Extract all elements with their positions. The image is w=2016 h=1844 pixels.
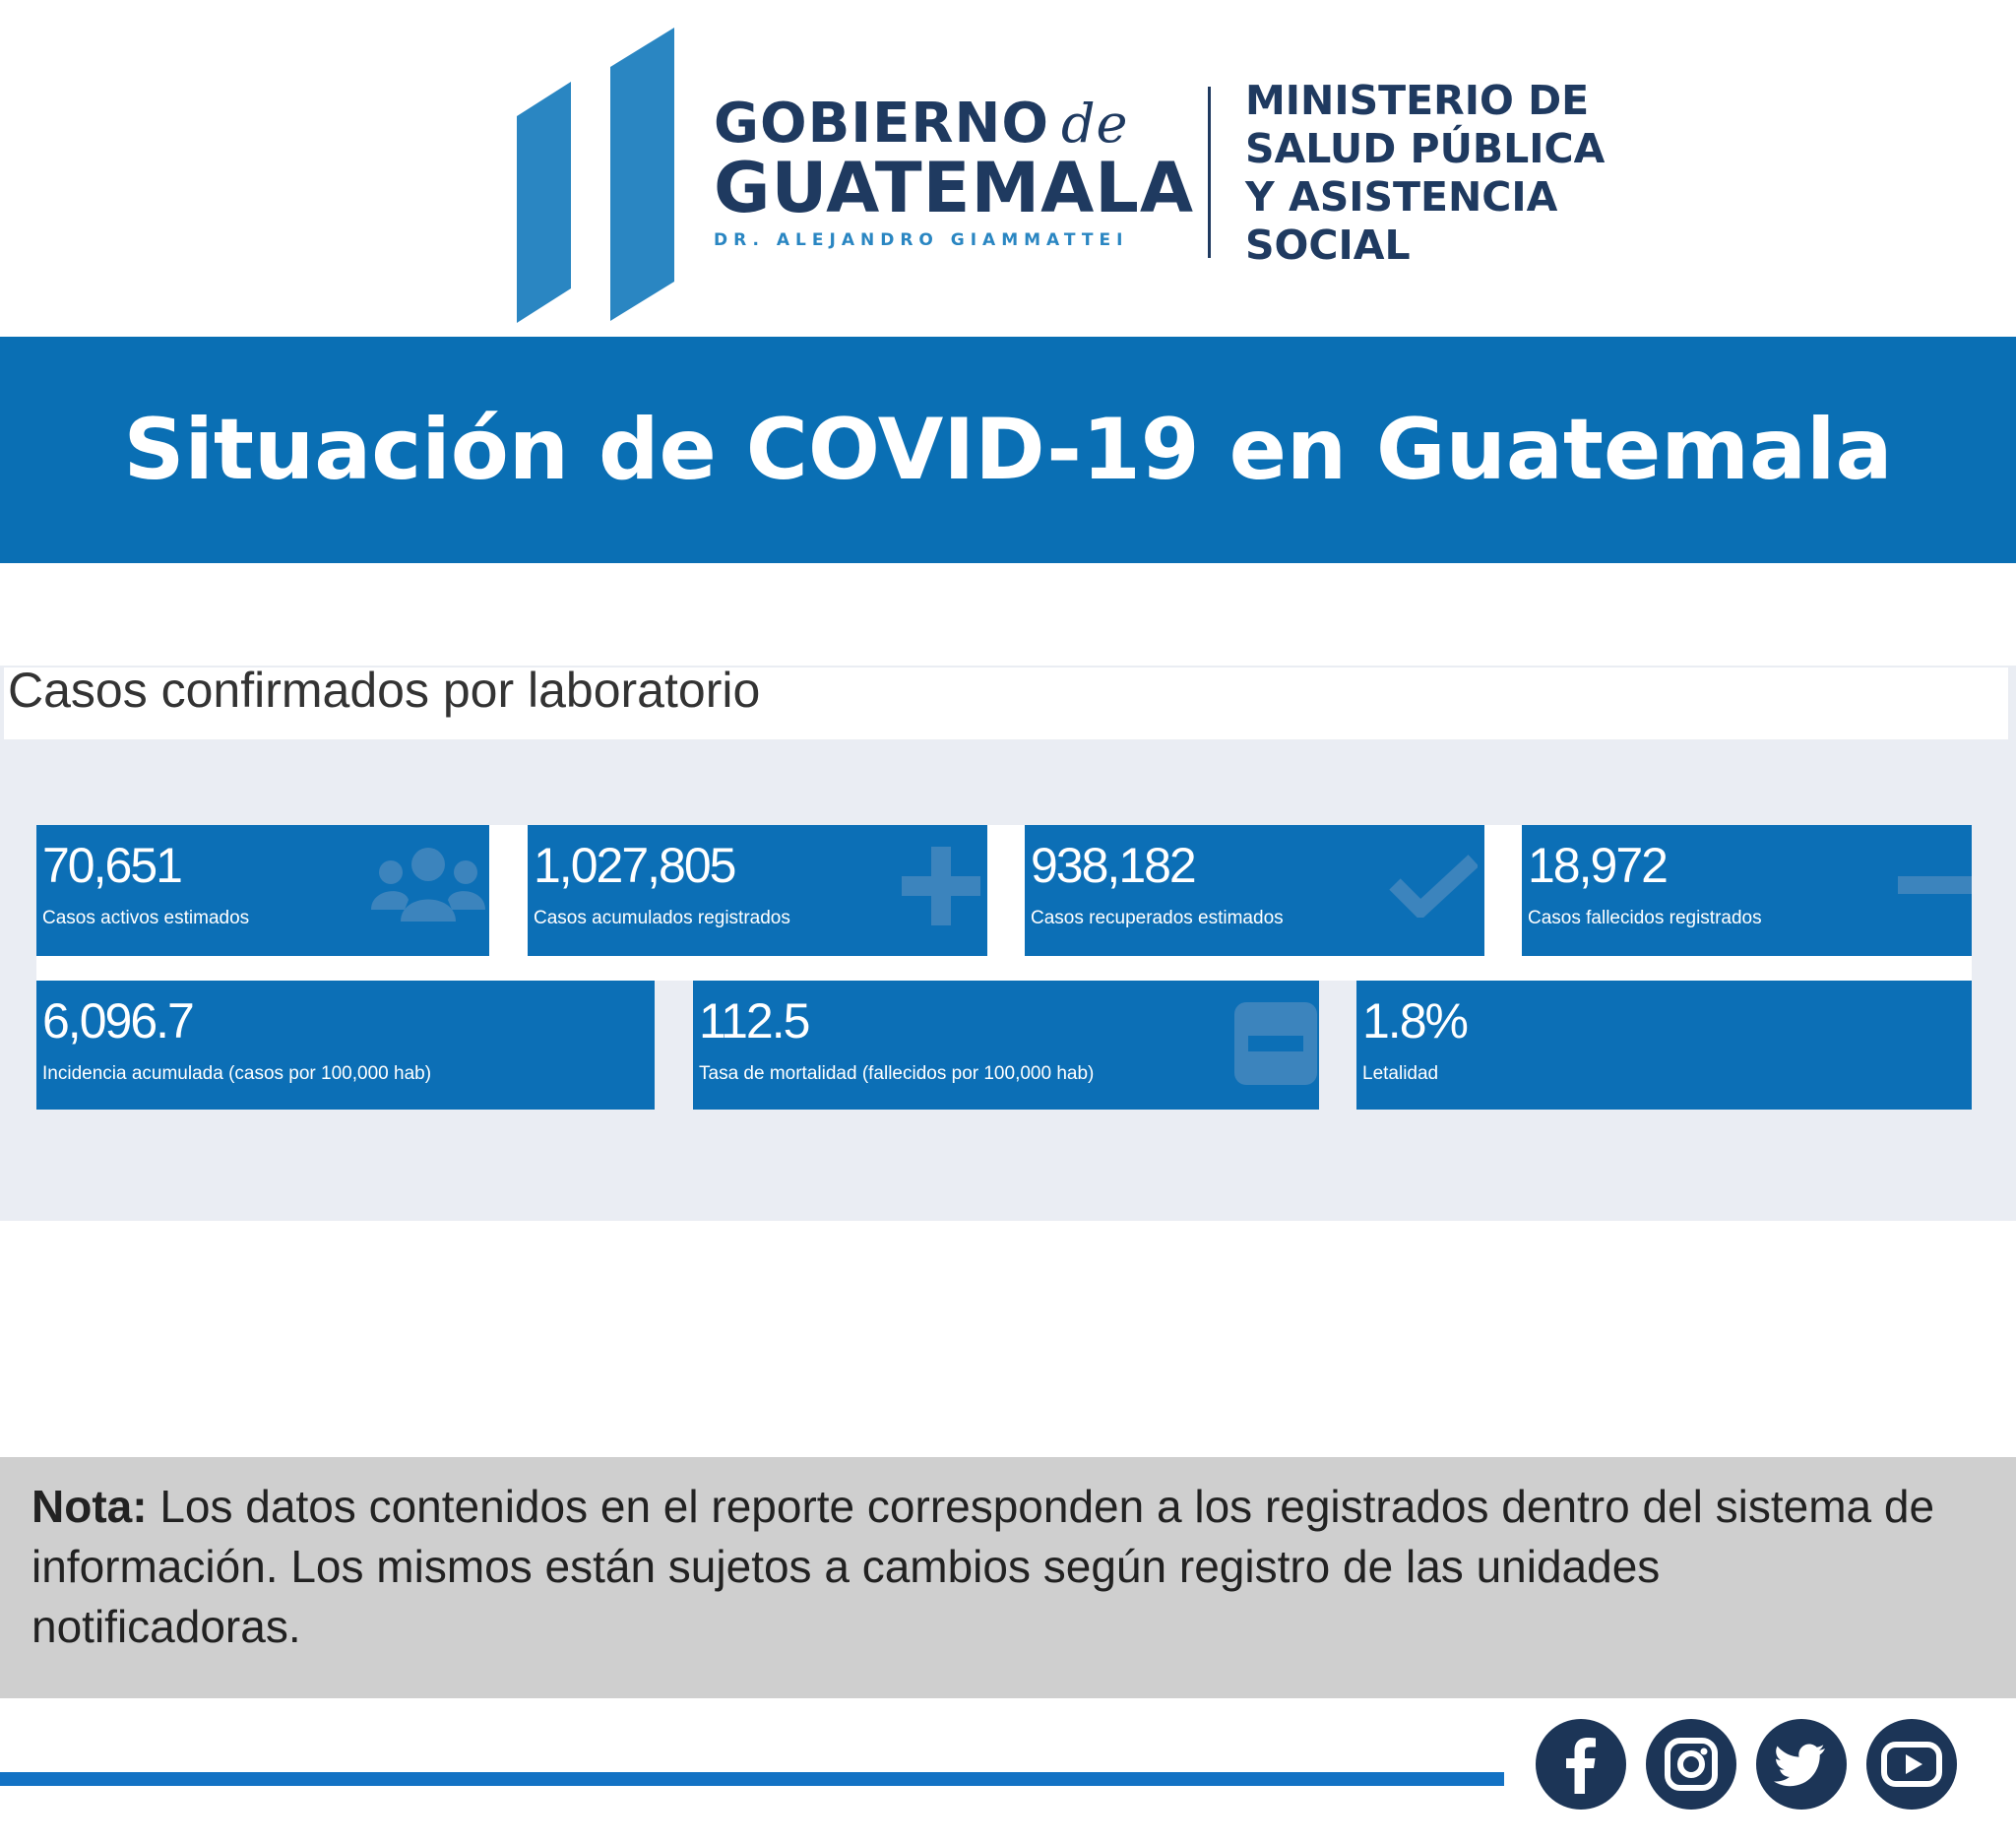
note-box — [0, 1457, 2016, 1698]
youtube-icon[interactable] — [1866, 1719, 1957, 1810]
header-divider — [1208, 87, 1211, 258]
footer-line — [0, 1772, 1504, 1786]
kpi-deaths: 18,972 Casos fallecidos registrados — [1522, 825, 1972, 956]
kpi-recovered-cases: 938,182 Casos recuperados estimados — [1025, 825, 1484, 956]
minus-square-icon — [1234, 1002, 1317, 1085]
plus-icon — [902, 847, 980, 925]
panel-title: Casos confirmados por laboratorio — [8, 663, 761, 718]
users-icon — [371, 845, 485, 923]
kpi-mortality-rate: 112.5 Tasa de mortalidad (fallecidos por 100,000 hab) — [693, 981, 1319, 1110]
header — [0, 0, 2016, 335]
note-text: Nota: Los datos contenidos en el reporte corresponden a los registrados dentro del sistema de información. Los mismos están sujetos a cambios según registro de las unidades notificadoras. — [32, 1481, 1935, 1652]
check-icon — [1389, 855, 1478, 918]
page-title: Situación de COVID-19 en Guatemala — [123, 401, 1893, 499]
ministry-name: MINISTERIO DE SALUD PÚBLICA Y ASISTENCIA SOCIAL — [1245, 77, 1606, 269]
government-wordmark: GOBIERNO de GUATEMALA DR. ALEJANDRO GIAMMATTEI — [714, 92, 1195, 250]
instagram-icon[interactable] — [1646, 1719, 1736, 1810]
twitter-icon[interactable] — [1756, 1719, 1847, 1810]
government-logo-icon — [512, 28, 679, 323]
title-banner — [0, 337, 2016, 563]
kpi-accumulated-cases: 1,027,805 Casos acumulados registrados — [528, 825, 987, 956]
kpi-cumulative-incidence: 6,096.7 Incidencia acumulada (casos por 100,000 hab) — [36, 981, 655, 1110]
minus-icon — [1898, 874, 1972, 896]
kpi-active-cases: 70,651 Casos activos estimados — [36, 825, 489, 956]
kpi-lethality: 1.8% Letalidad — [1356, 981, 1972, 1110]
facebook-icon[interactable] — [1536, 1719, 1626, 1810]
